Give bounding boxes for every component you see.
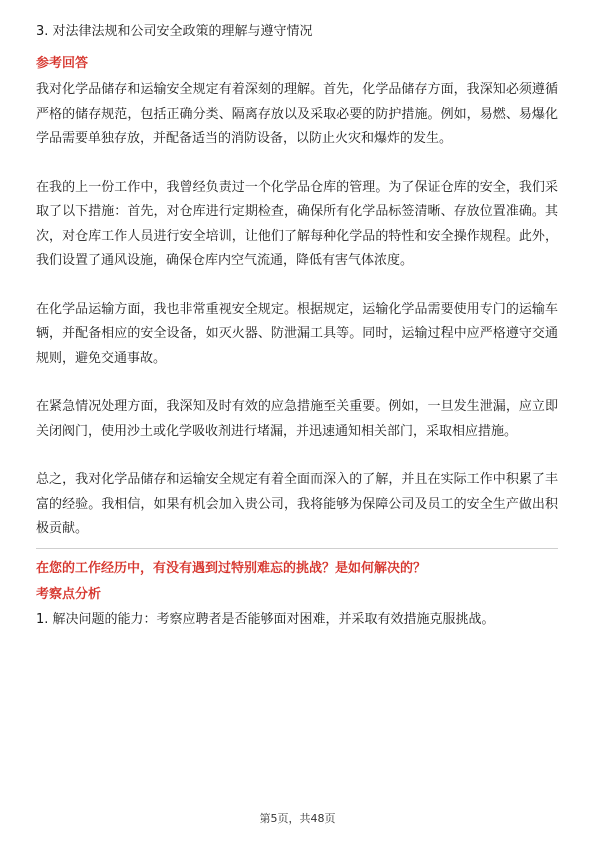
interview-question: 在您的工作经历中，有没有遇到过特别难忘的挑战？是如何解决的？	[36, 560, 427, 576]
section-title: 3. 对法律法规和公司安全政策的理解与遵守情况	[36, 24, 313, 39]
answer-paragraph: 在我的上一份工作中，我曾经负责过一个化学品仓库的管理。为了保证仓库的安全，我们采取了以下措施：首先，对仓库进行定期检查，确保所有化学品标签清晰、存放位置准确。其次，对仓库工作人员进行安全培训，让他们了解每种化学品的特性和安全操作规程。此外，我们设置了通风设施，确保仓库内空气流通，降低有害气体浓度。	[36, 179, 558, 268]
answer-paragraph: 在紧急情况处理方面，我深知及时有效的应急措施至关重要。例如，一旦发生泄漏，应立即关闭阀门，使用沙土或化学吸收剂进行堵漏，并迅速通知相关部门，采取相应措施。	[36, 399, 558, 439]
section-divider	[36, 548, 558, 549]
page-content	[36, 22, 558, 631]
answer-paragraph: 总之，我对化学品储存和运输安全规定有着全面而深入的了解，并且在实际工作中积累了丰富的经验。我相信，如果有机会加入贵公司，我将能够为保障公司及员工的安全生产做出积极贡献。	[36, 472, 558, 536]
reference-answer-label: 参考回答	[36, 56, 89, 71]
analysis-label: 考察点分析	[36, 586, 102, 602]
analysis-item: 1. 解决问题的能力：考察应聘者是否能够面对困难，并采取有效措施克服挑战。	[36, 611, 495, 627]
page-number-footer: 第5页，共48页	[259, 812, 336, 825]
answer-paragraph: 我对化学品储存和运输安全规定有着深刻的理解。首先，化学品储存方面，我深知必须遵循严格的储存规范，包括正确分类、隔离存放以及采取必要的防护措施。例如，易燃、易爆化学品需要单独存放，并配备适当的消防设备，以防止火灾和爆炸的发生。	[36, 82, 558, 146]
answer-paragraph: 在化学品运输方面，我也非常重视安全规定。根据规定，运输化学品需要使用专门的运输车辆，并配备相应的安全设备，如灭火器、防泄漏工具等。同时，运输过程中应严格遵守交通规则，避免交通事故。	[36, 301, 558, 366]
